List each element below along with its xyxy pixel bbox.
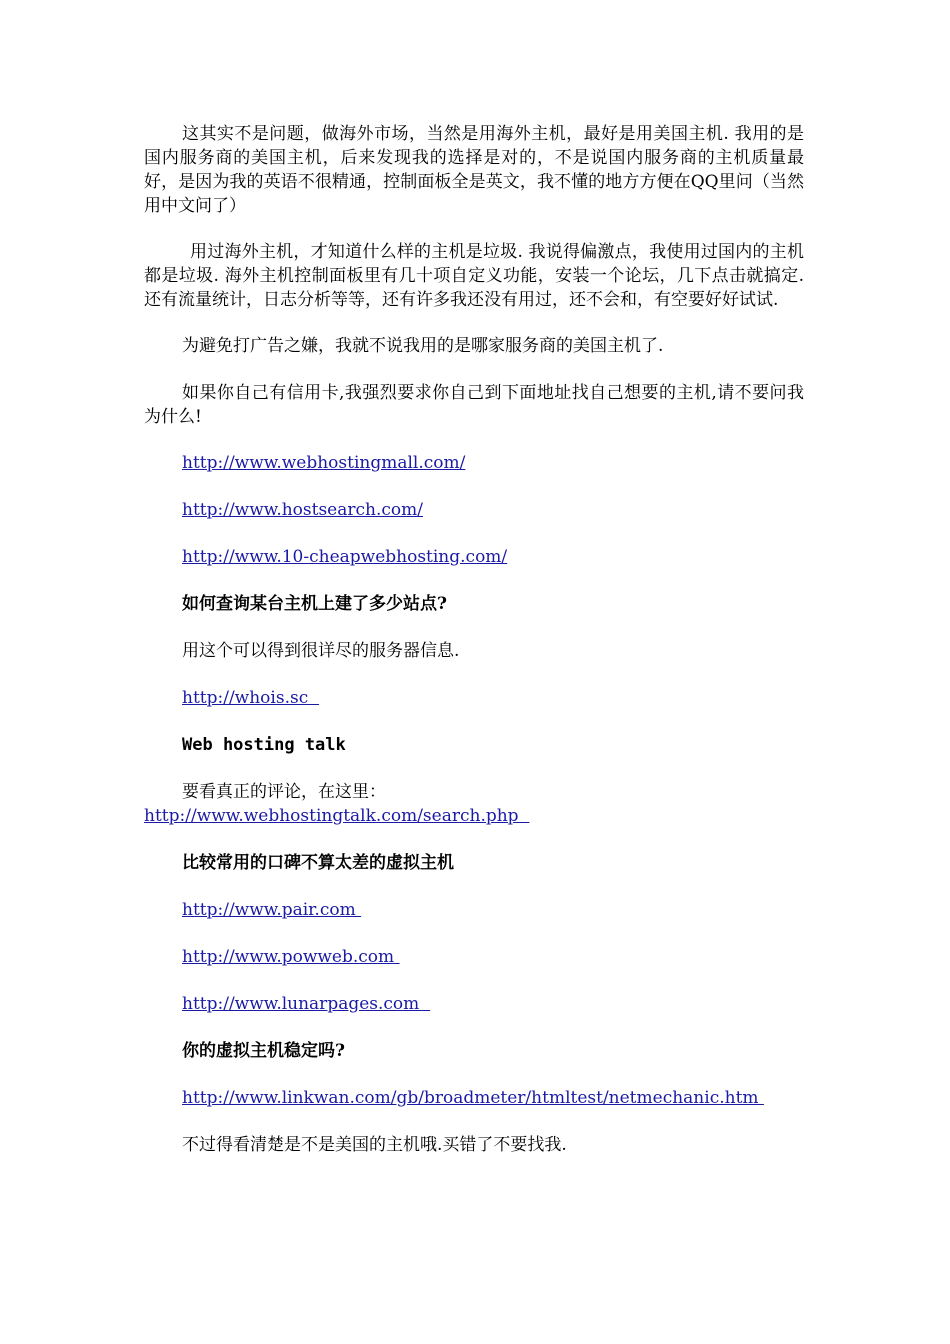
text-real-reviews: 要看真正的评论，在这里：: [182, 782, 386, 802]
review-block: [144, 780, 804, 828]
link-whois[interactable]: http://whois.sc: [182, 688, 320, 708]
heading-common-hosts: 比较常用的口碑不算太差的虚拟主机: [182, 853, 454, 873]
link-hostsearch-line: [182, 498, 804, 522]
link-pair[interactable]: http://www.pair.com: [182, 900, 362, 920]
paragraph-experience: 用过海外主机，才知道什么样的主机是垃圾. 我说得偏激点，我使用过国内的主机都是垃圾. 海外主机控制面板里有几十项自定义功能，安装一个论坛，几下点击就搞定. 还有流量统计，日志分析等等，还有许多我还没有用过，还不会和，有空要好好试试.: [144, 242, 804, 310]
heading-web-hosting-talk: Web hosting talk: [182, 735, 346, 755]
link-lunarpages[interactable]: http://www.lunarpages.com: [182, 994, 431, 1014]
text-warning: 不过得看清楚是不是美国的主机哦.买错了不要找我.: [182, 1135, 567, 1155]
link-cheapwebhosting-line: [182, 545, 804, 569]
link-hostsearch[interactable]: http://www.hostsearch.com/: [182, 500, 423, 520]
link-linkwan-line: [182, 1086, 804, 1110]
link-powweb[interactable]: http://www.powweb.com: [182, 947, 400, 967]
link-webhostingmall-line: [182, 451, 804, 475]
link-pair-line: [182, 898, 804, 922]
link-linkwan[interactable]: http://www.linkwan.com/gb/broadmeter/htmltest/netmechanic.htm: [182, 1088, 764, 1108]
link-lunarpages-line: [182, 992, 804, 1016]
link-powweb-line: [182, 945, 804, 969]
link-webhostingtalk[interactable]: http://www.webhostingtalk.com/search.php: [144, 806, 530, 826]
link-webhostingmall[interactable]: http://www.webhostingmall.com/: [182, 453, 466, 473]
link-cheapwebhosting[interactable]: http://www.10-cheapwebhosting.com/: [182, 547, 508, 567]
paragraph-no-ads: 为避免打广告之嫌，我就不说我用的是哪家服务商的美国主机了.: [182, 336, 664, 356]
document-body: [144, 122, 804, 1180]
heading-query-sites: 如何查询某台主机上建了多少站点?: [182, 594, 447, 614]
paragraph-credit-card: 如果你自己有信用卡,我强烈要求你自己到下面地址找自己想要的主机,请不要问我为什么!: [144, 383, 804, 427]
heading-stable-host: 你的虚拟主机稳定吗?: [182, 1041, 345, 1061]
text-server-info: 用这个可以得到很详尽的服务器信息.: [182, 641, 460, 661]
link-whois-line: [182, 686, 804, 710]
paragraph-overseas-hosting: 这其实不是问题，做海外市场，当然是用海外主机，最好是用美国主机. 我用的是国内服务商的美国主机，后来发现我的选择是对的，不是说国内服务商的主机质量最好，是因为我的英语不很精通，控制面板全是英文，我不懂的地方方便在QQ里问（当然用中文问了）: [144, 124, 804, 216]
